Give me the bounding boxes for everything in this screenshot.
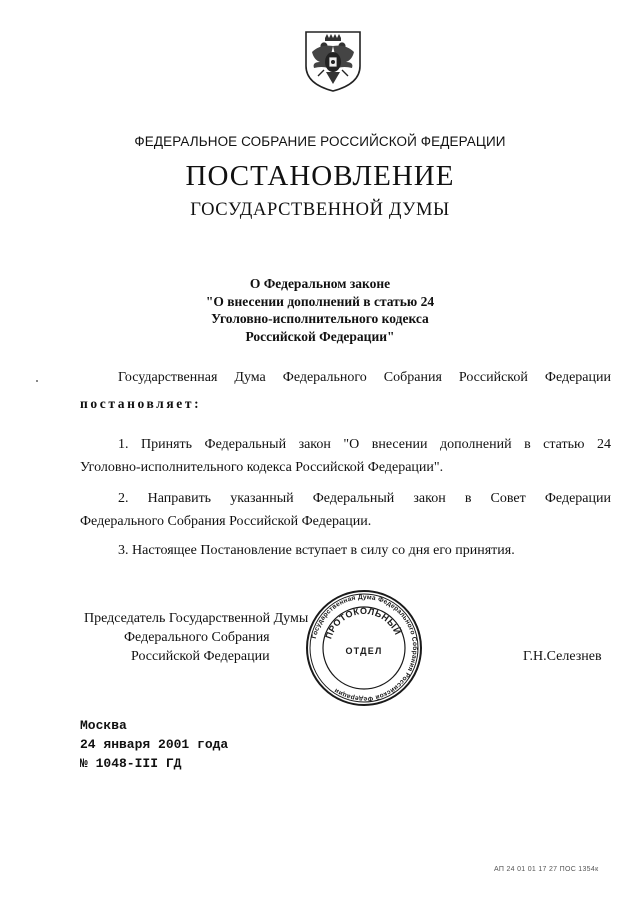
item-2-line-1: 2. Направить указанный Федеральный закон в Совет Федерации xyxy=(118,491,611,506)
svg-text:ПРОТОКОЛЬНЫЙ xyxy=(323,606,404,640)
place: Москва xyxy=(80,718,127,733)
signatory-position-line-3: Российской Федерации xyxy=(131,649,270,664)
preamble-text: Государственная Дума Федерального Собрания Российской Федерации xyxy=(118,370,611,385)
date: 24 января 2001 года xyxy=(80,737,229,752)
decree-word: постановляет: xyxy=(80,396,202,411)
law-title-line: Уголовно-исполнительного кодекса xyxy=(211,311,429,326)
document-issuer: ГОСУДАРСТВЕННОЙ ДУМЫ xyxy=(190,200,450,220)
footer-code: АП 24 01 01 17 27 ПОС 1354к xyxy=(494,866,599,873)
item-1-line-1: 1. Принять Федеральный закон "О внесении дополнений в статью 24 xyxy=(118,437,611,452)
coat-of-arms-icon xyxy=(300,28,366,94)
scan-speck xyxy=(36,380,38,382)
signatory-position-line-1: Председатель Государственной Думы xyxy=(84,611,309,626)
organization-name: ФЕДЕРАЛЬНОЕ СОБРАНИЕ РОССИЙСКОЙ ФЕДЕРАЦИИ xyxy=(134,134,506,149)
item-1-line-2: Уголовно-исполнительного кодекса Российской Федерации". xyxy=(80,460,444,475)
stamp-arc-text: ПРОТОКОЛЬНЫЙ xyxy=(323,605,404,641)
item-2-line-2: Федерального Собрания Российской Федерации. xyxy=(80,514,372,529)
document-number: № 1048-III ГД xyxy=(80,756,182,771)
law-title-line: О Федеральном законе xyxy=(249,276,391,291)
stamp-ring-text: Государственная Дума Федерального Собрания Российской Федерации xyxy=(310,593,419,703)
signatory-position-line-2: Федерального Собрания xyxy=(124,630,270,645)
document-type: ПОСТАНОВЛЕНИЕ xyxy=(185,160,455,192)
official-stamp-icon xyxy=(304,588,424,708)
item-3-line-1: 3. Настоящее Постановление вступает в силу со дня его принятия. xyxy=(118,543,515,558)
law-title xyxy=(0,275,640,345)
law-title-line: Российской Федерации" xyxy=(245,328,395,344)
law-title-line: "О внесении дополнений в статью 24 xyxy=(205,293,435,309)
stamp-center-text: ОТДЕЛ xyxy=(345,646,383,656)
signatory-name: Г.Н.Селезнев xyxy=(523,649,602,664)
